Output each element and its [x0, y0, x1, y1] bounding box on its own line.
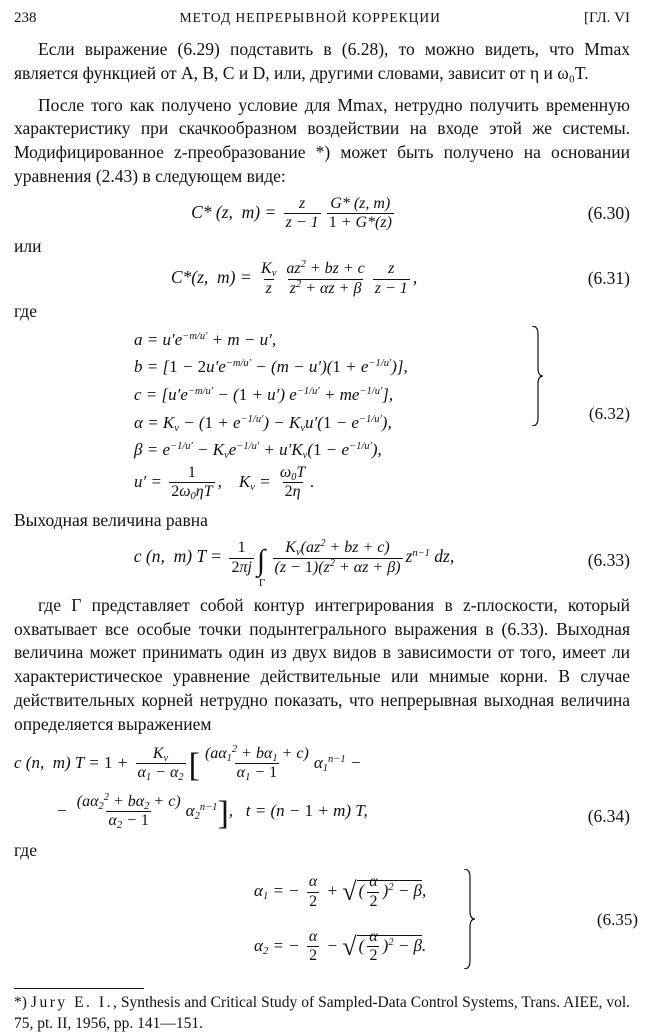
- equation-6-32: $a = u'e^{-m/u'} + m - u'$, $b = [1 - 2u'e^{-m/u'} - (m - u')(1 + e^{-1/u'})]$, $c = [u'e^{-m/u'} - (1 + u') e^{-1/u'} + me^{-1/u'}]$, $\alpha = K_v - (1 + e^{-1/u'}) - K_vu'(1 - e^{-1/u'})$, $\beta = e^{-1/u'} - K_ve^{-1/u'} + u'K_v(1 - e^{-1/u'})$, u′ = $\frac{1}{2\omega_0\eta T}$ , $K_v$ = $\frac{\omega_0T}{2\eta}$ . (6.32): [134, 326, 534, 501]
- equation-6-34: c (n, m) T = 1 + $\frac{K_v}{\alpha_1 - \alpha_2}$ [ $\frac{(a\alpha_1^2 + b\alpha_1 + c)}{\alpha_1 - 1}$ $\alpha_1^{n-1}$ − − $\frac{(a\alpha_2^2 + b\alpha_2 + c)}{\alpha_2 - 1}$ $\alpha_2^{n-1}$], t = (n − 1 + m) T, (6.34): [14, 743, 630, 832]
- footnote-rule: [14, 988, 144, 989]
- footnote-text: , Synthesis and Critical Study of Sampled-Data Control Systems, Trans. AIEE, vol. 75, pt. II, 1956, pp. 141—151.: [14, 994, 630, 1032]
- chapter-label: [ГЛ. VI: [583, 10, 630, 26]
- paragraph-2: После того как получено условие для Mmax, нетрудно получить временную характеристику при скачкообразном воздействии на входе этой же системы. Модифицированное z-преобразование *) может быть получено на основании уравнения (2.43) в следующем виде:: [14, 94, 630, 186]
- equation-number: (6.35): [596, 909, 638, 929]
- footnote: *) Jury E. I., Synthesis and Critical Study of Sampled-Data Control Systems, Trans. AIEE, vol. 75, pt. II, 1956, pp. 141—151.: [14, 994, 630, 1032]
- running-header: [14, 8, 630, 38]
- paragraph-1: Если выражение (6.29) подставить в (6.28), то можно видеть, что Mmax является функцией от A, B, C и D, или, другими словами, зависит от η и ω₀T.: [14, 39, 630, 83]
- equation-number: (6.34): [587, 806, 630, 827]
- book-page: [14, 8, 638, 1034]
- page-number: 238: [14, 10, 37, 26]
- word-or: или: [14, 235, 42, 256]
- equation-6-30: C* (z, m) = $\frac{z}{z - 1}$ $\frac{G* (z, m)}{1 + G*(z)}$ (6.30): [191, 194, 630, 232]
- equation-number: (6.31): [587, 268, 630, 289]
- equation-6-35: $\alpha_1$ = − $\frac{\alpha}{2}$ + √ ( $\frac{\alpha}{2}$ )$^2$ − β, $\alpha_2$ = − $\frac{\alpha}{2}$ − √ ( $\frac{\alpha}{2}$ )$^2$ − β. (6.35): [254, 865, 464, 974]
- word-where-1: где: [14, 301, 37, 322]
- paragraph-3: Выходная величина равна: [14, 510, 208, 531]
- equation-6-33: c (n, m) T = $\frac{1}{2\pi j}$ ∫ Γ $\frac{K_v(az^2 + bz + c)}{(z - 1)(z^2 + \alpha z + \beta)}$ $z^{n-1}$ dz, (6.33): [133, 538, 630, 590]
- paragraph-4: где Γ представляет собой контур интегрирования в z-плоскости, который охватывает все особые точки подынтегрального выражения в (6.33). Выходная величина может принимать один из двух видов в зависимости от того, имеет ли характеристическое уравнение действительные или мнимые корни. В случае действительных корней нетрудно показать, что непрерывная выходная величина определяется выражением: [14, 594, 630, 734]
- word-where-2: где: [14, 840, 37, 861]
- right-brace: [530, 326, 544, 426]
- equation-number: (6.30): [587, 202, 630, 223]
- footnote-author: Jury E. I.: [30, 994, 113, 1012]
- running-title: МЕТОД НЕПРЕРЫВНОЙ КОРРЕКЦИИ: [179, 10, 441, 25]
- equation-6-31: C*(z, m) = $\frac{K_v}{z}$ $\frac{az^2 + bz + c}{z^2 + \alpha z + \beta}$ $\frac{z}{z - 1}$ , (6.31): [170, 259, 630, 297]
- equation-number: (6.33): [587, 549, 630, 570]
- equation-number: (6.32): [588, 403, 630, 423]
- right-brace: [462, 869, 476, 969]
